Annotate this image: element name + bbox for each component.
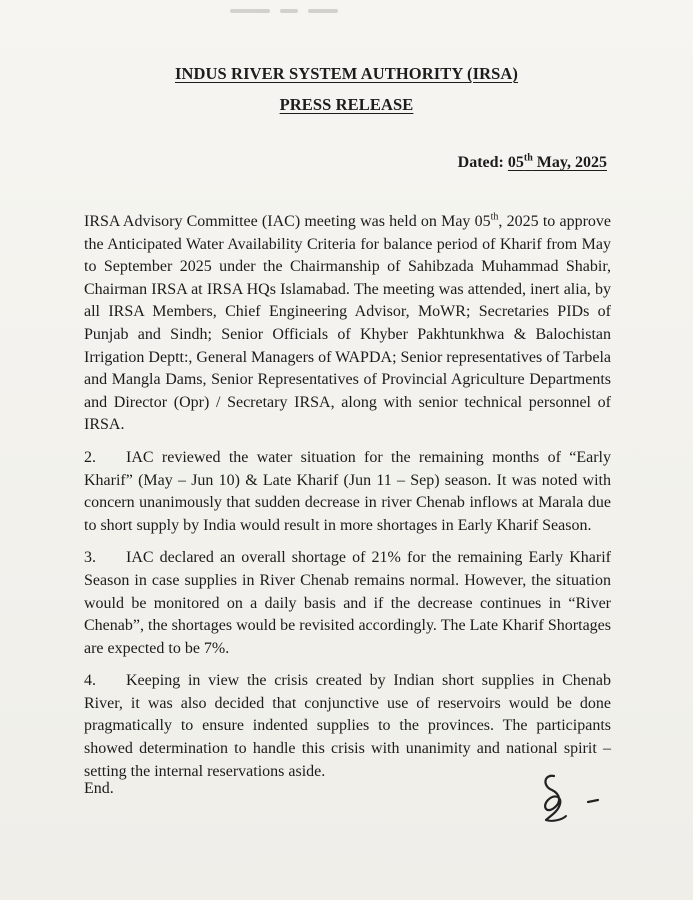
paragraph-number: 4. [84, 672, 96, 690]
paragraph-1: IRSA Advisory Committee (IAC) meeting was held on May 05th, 2025 to approve the Anticipated Water Availability Criteria for balance period of Kharif from May to September 2025 under the Chairmanship of Sahibzada Muhammad Shabir, Chairman IRSA at IRSA HQs Islamabad. The meeting was attended, inert alia, by all IRSA Members, Chief Engineering Advisor, MoWR; Secretaries PIDs of Punjab and Sindh; Senior Officials of Khyber Pakhtunkhwa & Balochistan Irrigation Deptt:, General Managers of WAPDA; Senior representatives of Tarbela and Mangla Dams, Senior Representatives of Provincial Agriculture Departments and Director (Opr) / Secretary IRSA, along with senior technical personnel of IRSA. [84, 211, 612, 434]
dated-label: Dated: [457, 154, 504, 171]
paragraph-2: 2. IAC reviewed the water situation for the remaining months of “Early Kharif” (May – Jun 10) & Late Kharif (Jun 11 – Sep) season. It was noted with concern unanimously that sudden decrease in river Chenab inflows at Marala due to short supply by India would result in more shortages in Early Kharif Season. [84, 448, 611, 534]
paragraph-4: 4. Keeping in view the crisis created by Indian short supplies in Chenab River, it was also decided that conjunctive use of reservoirs would be done pragmatically to ensure indented supplies to the provinces. The participants showed determination to handle this crisis with unanimity and national spirit – setting the internal reservations aside. [84, 672, 611, 780]
paragraph-3: 3. IAC declared an overall shortage of 21% for the remaining Early Kharif Season in case supplies in River Chenab remains normal. However, the situation would be monitored on a daily basis and if the decrease continues in “River Chenab”, the shortages would be revisited accordingly. The Late Kharif Shortages are expected to be 7%. [84, 549, 611, 657]
dated-value: 05th May, 2025 [507, 152, 607, 171]
page-bleed-marks [230, 0, 390, 8]
paragraph-number: 2. [84, 448, 96, 466]
end-marker: End. [84, 780, 114, 797]
dated-line [458, 154, 607, 172]
paragraph-number: 3. [84, 549, 96, 567]
document-title: INDUS RIVER SYSTEM AUTHORITY (IRSA) [174, 64, 519, 83]
document-body [84, 211, 611, 793]
signature-icon [536, 768, 616, 828]
document-subtitle: PRESS RELEASE [279, 95, 414, 114]
